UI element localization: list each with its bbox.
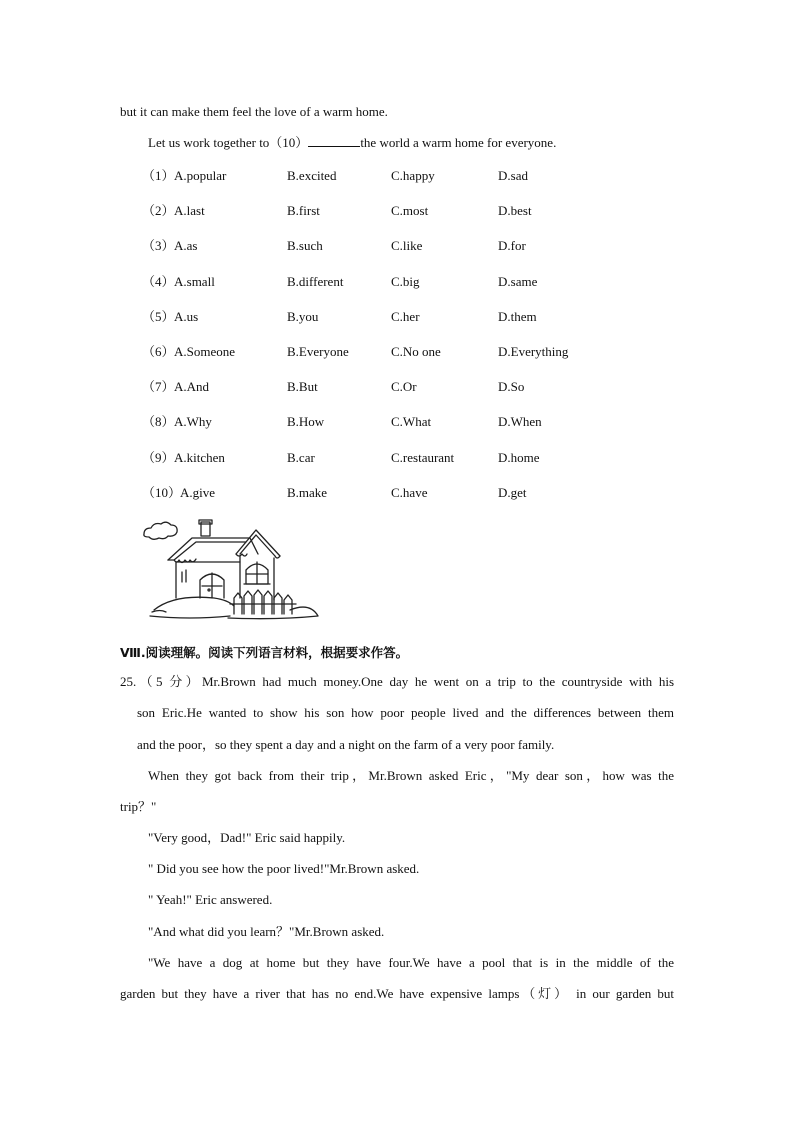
- passage-line: " Did you see how the poor lived!"Mr.Brown asked.: [148, 861, 420, 876]
- option-a: A.Someone: [174, 344, 236, 359]
- option-b: B.make: [287, 485, 328, 500]
- option-number: （10）: [142, 485, 182, 500]
- passage-text-line-with-blank: [148, 135, 556, 151]
- blank-number-text: Let us work together to（10）: [148, 135, 309, 150]
- option-number: （3）: [142, 238, 175, 253]
- option-c: C.big: [391, 274, 420, 289]
- passage-line: " Yeah!" Eric answered.: [148, 892, 273, 907]
- answer-blank: [308, 135, 360, 147]
- option-c: C.have: [391, 485, 428, 500]
- option-b: B.Everyone: [287, 344, 349, 359]
- option-number: （9）: [142, 450, 175, 465]
- option-a: A.give: [180, 485, 216, 500]
- option-number: （6）: [142, 344, 175, 359]
- option-d: D.When: [498, 414, 542, 429]
- option-a: A.Why: [174, 414, 212, 429]
- option-d: D.So: [498, 379, 525, 394]
- passage-line: "We have a dog at home but they have four.We have a pool that is in the middle of the: [148, 955, 674, 970]
- option-d: D.best: [498, 203, 532, 218]
- option-number: （1）: [142, 168, 175, 183]
- option-b: B.But: [287, 379, 318, 394]
- option-d: D.home: [498, 450, 540, 465]
- option-c: C.her: [391, 309, 420, 324]
- option-a: A.us: [174, 309, 199, 324]
- option-a: A.kitchen: [174, 450, 225, 465]
- question-line: 25.（5 分）Mr.Brown had much money.One day he went on a trip to the countryside with his: [120, 674, 674, 689]
- passage-line: When they got back from their trip，Mr.Brown asked Eric，"My dear son，how was the: [148, 768, 674, 783]
- option-a: A.And: [174, 379, 210, 394]
- option-b: B.you: [287, 309, 319, 324]
- passage-line: "Very good，Dad!" Eric said happily.: [148, 830, 346, 845]
- option-b: B.excited: [287, 168, 337, 183]
- option-c: C.No one: [391, 344, 441, 359]
- option-number: （4）: [142, 274, 175, 289]
- option-b: B.such: [287, 238, 323, 253]
- passage-text-continuation: the world a warm home for everyone.: [360, 135, 557, 150]
- option-a: A.as: [174, 238, 198, 253]
- passage-line: garden but they have a river that has no end.We have expensive lamps（灯） in our garden but: [120, 986, 674, 1001]
- passage-text-line: but it can make them feel the love of a warm home.: [120, 104, 388, 119]
- option-c: C.like: [391, 238, 423, 253]
- option-b: B.car: [287, 450, 315, 465]
- passage-line: son Eric.He wanted to show his son how poor people lived and the differences between them: [137, 705, 674, 720]
- option-a: A.small: [174, 274, 215, 289]
- option-a: A.last: [174, 203, 205, 218]
- passage-line: "And what did you learn？"Mr.Brown asked.: [148, 924, 385, 939]
- option-d: D.get: [498, 485, 527, 500]
- option-c: C.Or: [391, 379, 417, 394]
- option-d: D.Everything: [498, 344, 569, 359]
- option-c: C.restaurant: [391, 450, 455, 465]
- option-b: B.first: [287, 203, 320, 218]
- option-number: （5）: [142, 309, 175, 324]
- option-number: （8）: [142, 414, 175, 429]
- section-heading: Ⅷ.阅读理解。阅读下列语言材料，根据要求作答。: [120, 645, 409, 660]
- house-illustration: [140, 518, 322, 622]
- passage-line: and the poor，so they spent a day and a night on the farm of a very poor family.: [137, 737, 555, 752]
- passage-line: trip？": [120, 799, 157, 814]
- option-d: D.same: [498, 274, 538, 289]
- option-d: D.sad: [498, 168, 528, 183]
- option-b: B.different: [287, 274, 344, 289]
- option-c: C.happy: [391, 168, 435, 183]
- option-d: D.for: [498, 238, 526, 253]
- option-d: D.them: [498, 309, 537, 324]
- option-c: C.most: [391, 203, 429, 218]
- option-number: （2）: [142, 203, 175, 218]
- option-a: A.popular: [174, 168, 227, 183]
- option-c: C.What: [391, 414, 432, 429]
- option-number: （7）: [142, 379, 175, 394]
- option-b: B.How: [287, 414, 325, 429]
